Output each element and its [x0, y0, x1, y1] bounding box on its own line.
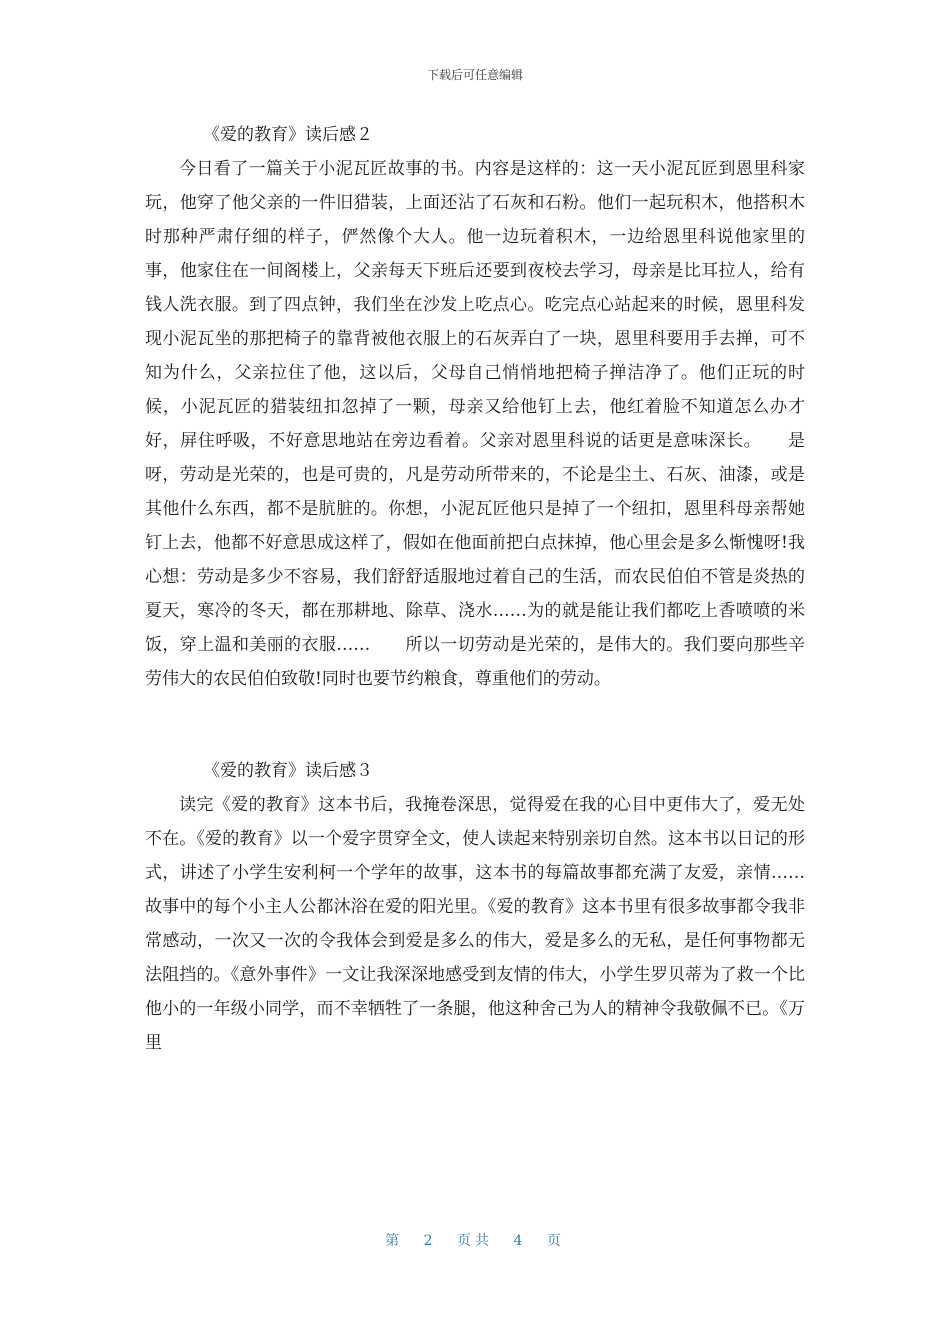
section-title-3: 《爱的教育》读后感３: [203, 761, 373, 781]
footer-page-number: 2: [423, 1233, 437, 1249]
document-body: [145, 118, 805, 1060]
footer-prefix: 第: [385, 1233, 404, 1249]
section-body-2: 今日看了一篇关于小泥瓦匠故事的书。内容是这样的：这一天小泥瓦匠到恩里科家玩，他穿了他父亲的一件旧猎装，上面还沾了石灰和石粉。他们一起玩积木，他搭积木时那种严肃仔细的样子，俨然像个大人。他一边玩着积木，一边给恩里科说他家里的事，他家住在一间阁楼上，父亲每天下班后还要到夜校去学习，母亲是比耳拉人，给有钱人洗衣服。到了四点钟，我们坐在沙发上吃点心。吃完点心站起来的时候，恩里科发现小泥瓦坐的那把椅子的靠背被他衣服上的石灰弄白了一块，恩里科要用手去掸，可不知为什么，父亲拉住了他，这以后，父母自己悄悄地把椅子掸洁净了。他们正玩的时候，小泥瓦匠的猎装纽扣忽掉了一颗，母亲又给他钉上去，他红着脸不知道怎么办才好，屏住呼吸，不好意思地站在旁边看着。父亲对恩里科说的话更是意味深长。 是呀，劳动是光荣的，也是可贵的，凡是劳动所带来的，不论是尘土、石灰、油漆，或是其他什么东西，都不是肮脏的。你想，小泥瓦匠他只是掉了一个纽扣，恩里科母亲帮她钉上去，他都不好意思成这样了，假如在他面前把白点抹掉，他心里会是多么惭愧呀!我心想：劳动是多少不容易，我们舒舒适服地过着自己的生活，而农民伯伯不管是炎热的夏天，寒冷的冬天，都在那耕地、除草、浇水……为的就是能让我们都吃上香喷喷的米饭，穿上温和美丽的衣服…… 所以一切劳动是光荣的，是伟大的。我们要向那些辛劳伟大的农民伯伯致敬!同时也要节约粮食，尊重他们的劳动。: [145, 159, 805, 689]
section-title-2: 《爱的教育》读后感２: [203, 125, 373, 145]
footer-suffix: 页: [546, 1233, 565, 1249]
page-header: 下载后可任意编辑: [426, 68, 523, 82]
page-footer: [0, 1230, 950, 1250]
footer-total-pages: 4: [513, 1233, 527, 1249]
footer-middle: 页共: [457, 1233, 493, 1249]
section-body-3: 读完《爱的教育》这本书后，我掩卷深思，觉得爱在我的心目中更伟大了，爱无处不在。《爱的教育》以一个爱字贯穿全文，使人读起来特别亲切自然。这本书以日记的形式，讲述了小学生安利柯一个学年的故事，这本书的每篇故事都充满了友爱，亲情……故事中的每个小主人公都沐浴在爱的阳光里。《爱的教育》这本书里有很多故事都令我非常感动，一次又一次的令我体会到爱是多么的伟大，爱是多么的无私，是任何事物都无法阻挡的。《意外事件》一文让我深深地感受到友情的伟大，小学生罗贝蒂为了救一个比他小的一年级小同学，而不幸牺牲了一条腿，他这种舍己为人的精神令我敬佩不已。《万里: [145, 795, 805, 1053]
section-gap: [145, 696, 805, 754]
